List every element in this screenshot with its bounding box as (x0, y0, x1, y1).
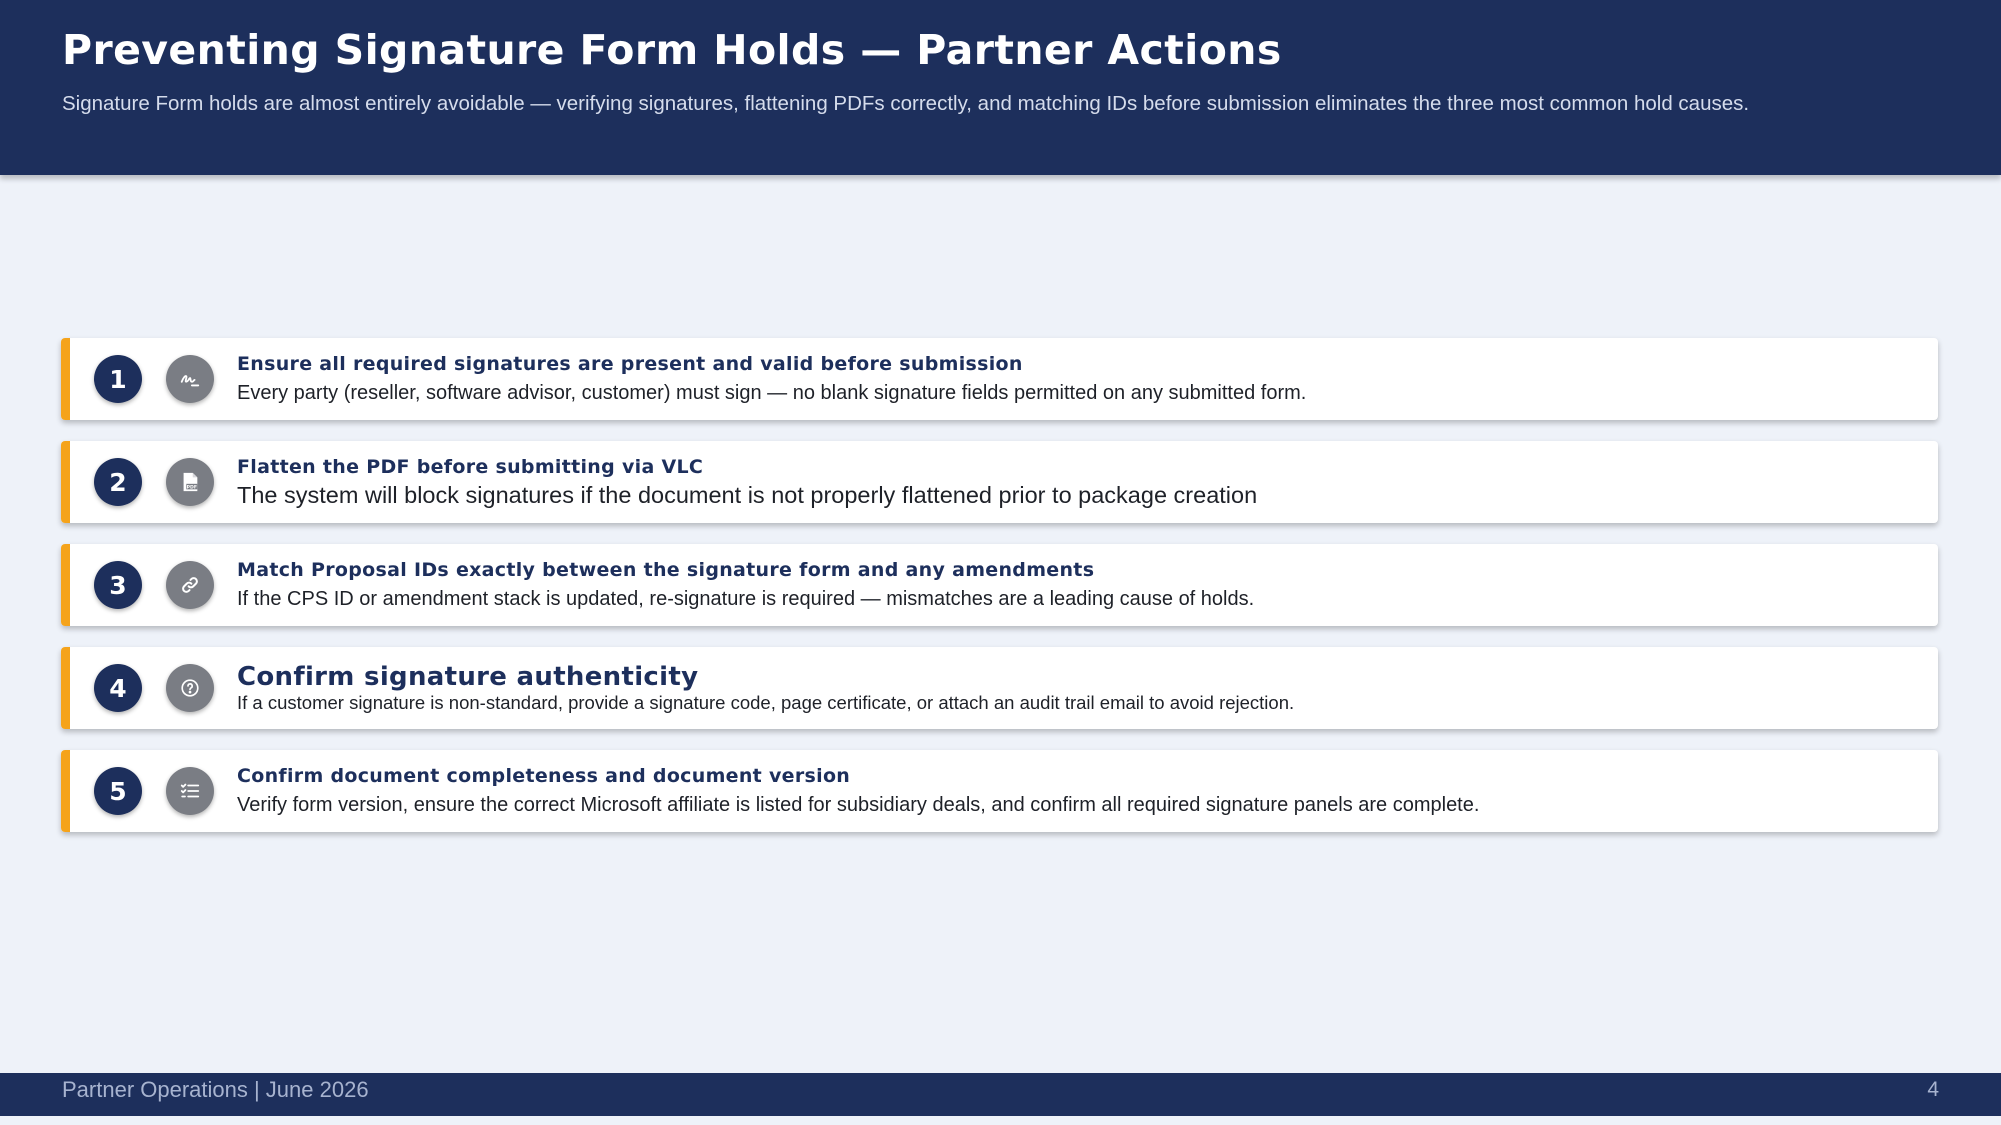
checklist-icon (166, 767, 214, 815)
step-number-badge: 3 (94, 561, 142, 609)
action-description: Every party (reseller, software advisor, customer) must sign — no blank signature fields permitted on any submitted form. (237, 382, 1307, 404)
action-description: If a customer signature is non-standard, provide a signature code, page certificate, or attach an audit trail email to avoid rejection. (237, 692, 1295, 713)
action-description: Verify form version, ensure the correct Microsoft affiliate is listed for subsidiary deals, and confirm all required signature panels are complete. (237, 794, 1480, 816)
step-number-badge: 2 (94, 458, 142, 506)
accent-bar (61, 338, 70, 420)
action-card-2 (61, 441, 1938, 523)
page-number: 4 (1927, 1078, 1939, 1101)
action-description: The system will block signatures if the document is not properly flattened prior to package creation (237, 482, 1258, 508)
signature-icon (166, 355, 214, 403)
step-number-badge: 5 (94, 767, 142, 815)
accent-bar (61, 647, 70, 729)
accent-bar (61, 544, 70, 626)
question-circle-icon (166, 664, 214, 712)
action-title: Match Proposal IDs exactly between the signature form and any amendments (237, 559, 1095, 581)
action-list (61, 338, 1938, 853)
step-number-badge: 1 (94, 355, 142, 403)
pdf-file-icon (166, 458, 214, 506)
slide-subtitle: Signature Form holds are almost entirely avoidable — verifying signatures, flattening PDFs correctly, and matching IDs before submission eliminates the three most common hold causes. (62, 92, 1750, 115)
svg-text:PDF: PDF (186, 485, 197, 491)
action-card-1 (61, 338, 1938, 420)
action-title: Confirm signature authenticity (237, 662, 699, 692)
action-description: If the CPS ID or amendment stack is updated, re-signature is required — mismatches are a leading cause of holds. (237, 588, 1255, 610)
action-card-3 (61, 544, 1938, 626)
action-title: Confirm document completeness and document version (237, 765, 851, 787)
action-card-5 (61, 750, 1938, 832)
slide-header (0, 0, 2001, 175)
accent-bar (61, 750, 70, 832)
link-icon (166, 561, 214, 609)
slide-footer (0, 1073, 2001, 1116)
footer-label: Partner Operations | June 2026 (62, 1077, 369, 1102)
action-card-4 (61, 647, 1938, 729)
accent-bar (61, 441, 70, 523)
action-title: Flatten the PDF before submitting via VLC (237, 456, 704, 478)
slide-title: Preventing Signature Form Holds — Partner Actions (62, 26, 1282, 74)
action-title: Ensure all required signatures are present and valid before submission (237, 353, 1023, 375)
step-number-badge: 4 (94, 664, 142, 712)
